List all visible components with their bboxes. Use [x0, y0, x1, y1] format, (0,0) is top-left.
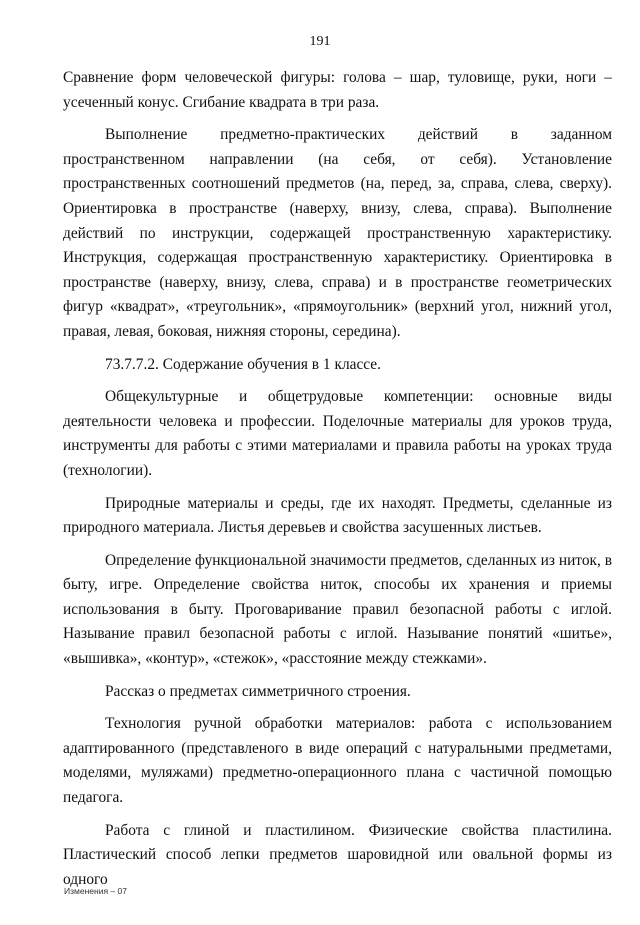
paragraph-symmetry: Рассказ о предметах симметричного строения. [105, 682, 411, 700]
section-heading-grade-1: 73.7.7.2. Содержание обучения в 1 классе. [105, 355, 381, 373]
paragraph-threads: Определение функциональной значимости предметов, сделанных из ниток, в быту, игре. Определение свойства ниток, способы их хранения и приемы использования в быту. Проговаривание правил безопасной работы с иглой. Называние правил безопасной работы с иглой. Называние понятий «шитье», «вышивка», «контур», «стежок», «расстояние между стежками». [63, 551, 612, 668]
paragraph-competencies: Общекультурные и общетрудовые компетенции: основные виды деятельности человека и профессии. Поделочные материалы для уроков труда, инструменты для работы с этими материалами и правила работы на уроках труда (технологии). [63, 388, 612, 479]
paragraph-clay-plasticine: Работа с глиной и пластилином. Физические свойства пластилина. Пластический способ лепки предметов шаровидной или овальной формы из одного [63, 821, 612, 888]
footer-revision-note: Изменения – 07 [64, 886, 127, 896]
page-body [63, 66, 612, 900]
paragraph-natural-materials: Природные материалы и среды, где их находят. Предметы, сделанные из природного материала. Листья деревьев и свойства засушенных листьев. [63, 494, 612, 537]
page-number: 191 [309, 34, 331, 49]
paragraph-figure-shapes: Сравнение форм человеческой фигуры: голова – шар, туловище, руки, ноги – усеченный конус. Сгибание квадрата в три раза. [63, 69, 612, 111]
paragraph-spatial-actions: Выполнение предметно-практических действий в заданном пространственном направлении (на себя, от себя). Установление пространственных соотношений предметов (на, перед, за, справа, слева, сверху). Ориентировка в пространстве (наверху, внизу, слева, справа). Выполнение действий по инструкции, содержащей пространственную характеристику. Инструкция, содержащая пространственную характеристику. Ориентировка в пространстве (наверху, внизу, слева, справа) и в пространстве геометрических фигур «квадрат», «треугольник», «прямоугольник» (верхний угол, нижний угол, правая, левая, боковая, нижняя стороны, середина). [63, 126, 612, 340]
paragraph-manual-processing: Технология ручной обработки материалов: работа с использованием адаптированного (представленого в виде операций с натуральными предметами, моделями, муляжами) предметно-операционного плана с частичной помощью педагога. [63, 715, 612, 807]
